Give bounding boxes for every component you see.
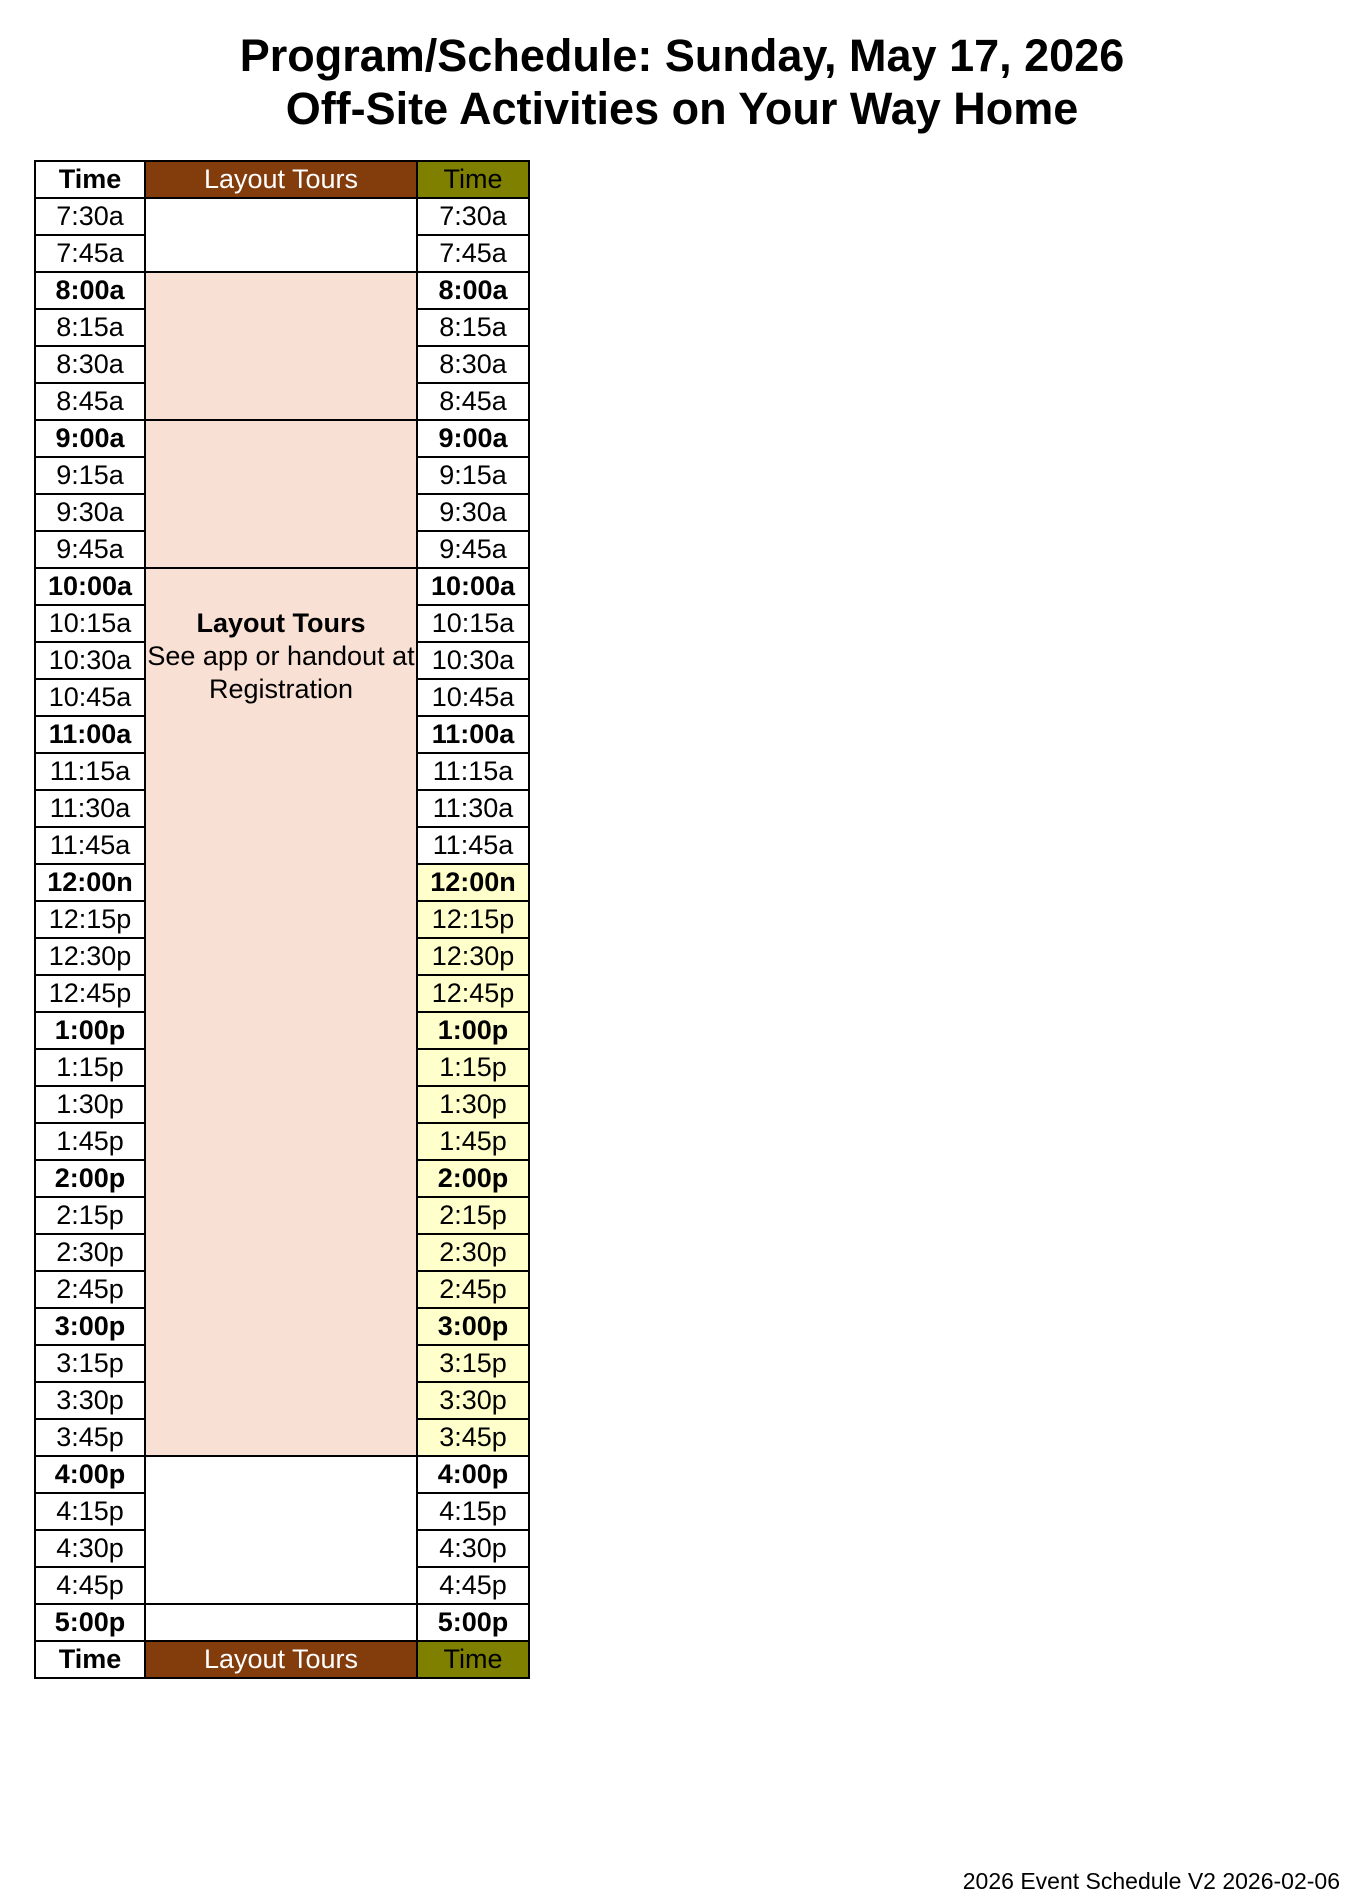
page-title: Program/Schedule: Sunday, May 17, 2026 [239,30,1125,81]
time-cell: 1:15p [35,1049,145,1086]
time-cell: 2:00p [35,1160,145,1197]
time-cell-right: 8:00a [417,272,529,309]
time-cell-right: 8:15a [417,309,529,346]
time-cell: 11:15a [35,753,145,790]
time-cell: 4:00p [35,1456,145,1493]
tour-slot [145,272,417,420]
time-cell: 3:45p [35,1419,145,1456]
time-cell-right: 1:15p [417,1049,529,1086]
time-cell: 3:00p [35,1308,145,1345]
time-cell: 4:30p [35,1530,145,1567]
time-cell: 1:45p [35,1123,145,1160]
time-cell-right: 3:30p [417,1382,529,1419]
time-cell-right: 11:15a [417,753,529,790]
time-cell: 9:45a [35,531,145,568]
time-cell-right: 7:30a [417,198,529,235]
time-cell: 7:30a [35,198,145,235]
table-row [35,1604,529,1641]
layout-tours-column-header: Layout Tours [145,161,417,198]
time-column-header: Time [35,161,145,198]
time-cell: 1:00p [35,1012,145,1049]
time-cell: 12:00n [35,864,145,901]
time-cell-right: 5:00p [417,1604,529,1641]
layout-tours-event [145,568,417,1456]
time-cell-right: 2:00p [417,1160,529,1197]
time-cell: 10:00a [35,568,145,605]
time-cell: 10:15a [35,605,145,642]
time-cell-right: 10:45a [417,679,529,716]
page-subtitle: Off-Site Activities on Your Way Home [285,83,1079,134]
document-version-footer: 2026 Event Schedule V2 2026-02-06 [962,1868,1340,1894]
time-cell: 10:45a [35,679,145,716]
time-cell: 8:00a [35,272,145,309]
time-cell: 11:45a [35,827,145,864]
time-cell: 2:30p [35,1234,145,1271]
time-cell-right: 12:15p [417,901,529,938]
time-cell: 1:30p [35,1086,145,1123]
event-description: See app or handout at Registration [147,641,415,704]
time-column-footer-right: Time [417,1641,529,1678]
time-cell-right: 11:45a [417,827,529,864]
time-cell: 11:00a [35,716,145,753]
time-column-footer: Time [35,1641,145,1678]
event-title: Layout Tours [196,608,366,638]
table-row [35,198,529,235]
time-cell: 9:30a [35,494,145,531]
time-cell-right: 9:45a [417,531,529,568]
time-cell-right: 1:00p [417,1012,529,1049]
time-cell: 2:15p [35,1197,145,1234]
schedule-body [35,198,529,1641]
tour-slot [145,420,417,568]
time-cell: 4:15p [35,1493,145,1530]
time-cell-right: 2:15p [417,1197,529,1234]
table-row [35,272,529,309]
time-cell: 7:45a [35,235,145,272]
time-cell-right: 1:30p [417,1086,529,1123]
table-row [35,568,529,605]
time-cell: 9:15a [35,457,145,494]
tour-slot [145,1604,417,1641]
time-cell-right: 4:00p [417,1456,529,1493]
time-cell: 11:30a [35,790,145,827]
time-cell: 3:15p [35,1345,145,1382]
time-cell: 10:30a [35,642,145,679]
time-cell-right: 3:45p [417,1419,529,1456]
time-column-header-right: Time [417,161,529,198]
table-row [35,420,529,457]
time-cell-right: 9:15a [417,457,529,494]
tour-slot [145,1456,417,1604]
time-cell-right: 3:15p [417,1345,529,1382]
time-cell-right: 12:45p [417,975,529,1012]
time-cell-right: 8:45a [417,383,529,420]
time-cell-right: 3:00p [417,1308,529,1345]
time-cell-right: 10:00a [417,568,529,605]
time-cell-right: 4:30p [417,1530,529,1567]
time-cell-right: 8:30a [417,346,529,383]
header-row [35,161,529,198]
time-cell-right: 4:15p [417,1493,529,1530]
time-cell-right: 12:00n [417,864,529,901]
time-cell-right: 7:45a [417,235,529,272]
time-cell: 12:30p [35,938,145,975]
time-cell: 5:00p [35,1604,145,1641]
time-cell-right: 11:00a [417,716,529,753]
footer-header-row [35,1641,529,1678]
time-cell-right: 9:30a [417,494,529,531]
time-cell-right: 1:45p [417,1123,529,1160]
time-cell: 8:30a [35,346,145,383]
time-cell-right: 4:45p [417,1567,529,1604]
time-cell-right: 12:30p [417,938,529,975]
time-cell: 4:45p [35,1567,145,1604]
time-cell: 12:45p [35,975,145,1012]
time-cell-right: 2:30p [417,1234,529,1271]
time-cell: 3:30p [35,1382,145,1419]
time-cell-right: 2:45p [417,1271,529,1308]
time-cell: 8:15a [35,309,145,346]
time-cell-right: 9:00a [417,420,529,457]
time-cell: 2:45p [35,1271,145,1308]
tour-slot [145,198,417,272]
time-cell: 8:45a [35,383,145,420]
time-cell-right: 10:15a [417,605,529,642]
time-cell-right: 11:30a [417,790,529,827]
time-cell: 12:15p [35,901,145,938]
time-cell: 9:00a [35,420,145,457]
table-row [35,1456,529,1493]
time-cell-right: 10:30a [417,642,529,679]
schedule-table [34,160,530,1679]
layout-tours-column-footer: Layout Tours [145,1641,417,1678]
